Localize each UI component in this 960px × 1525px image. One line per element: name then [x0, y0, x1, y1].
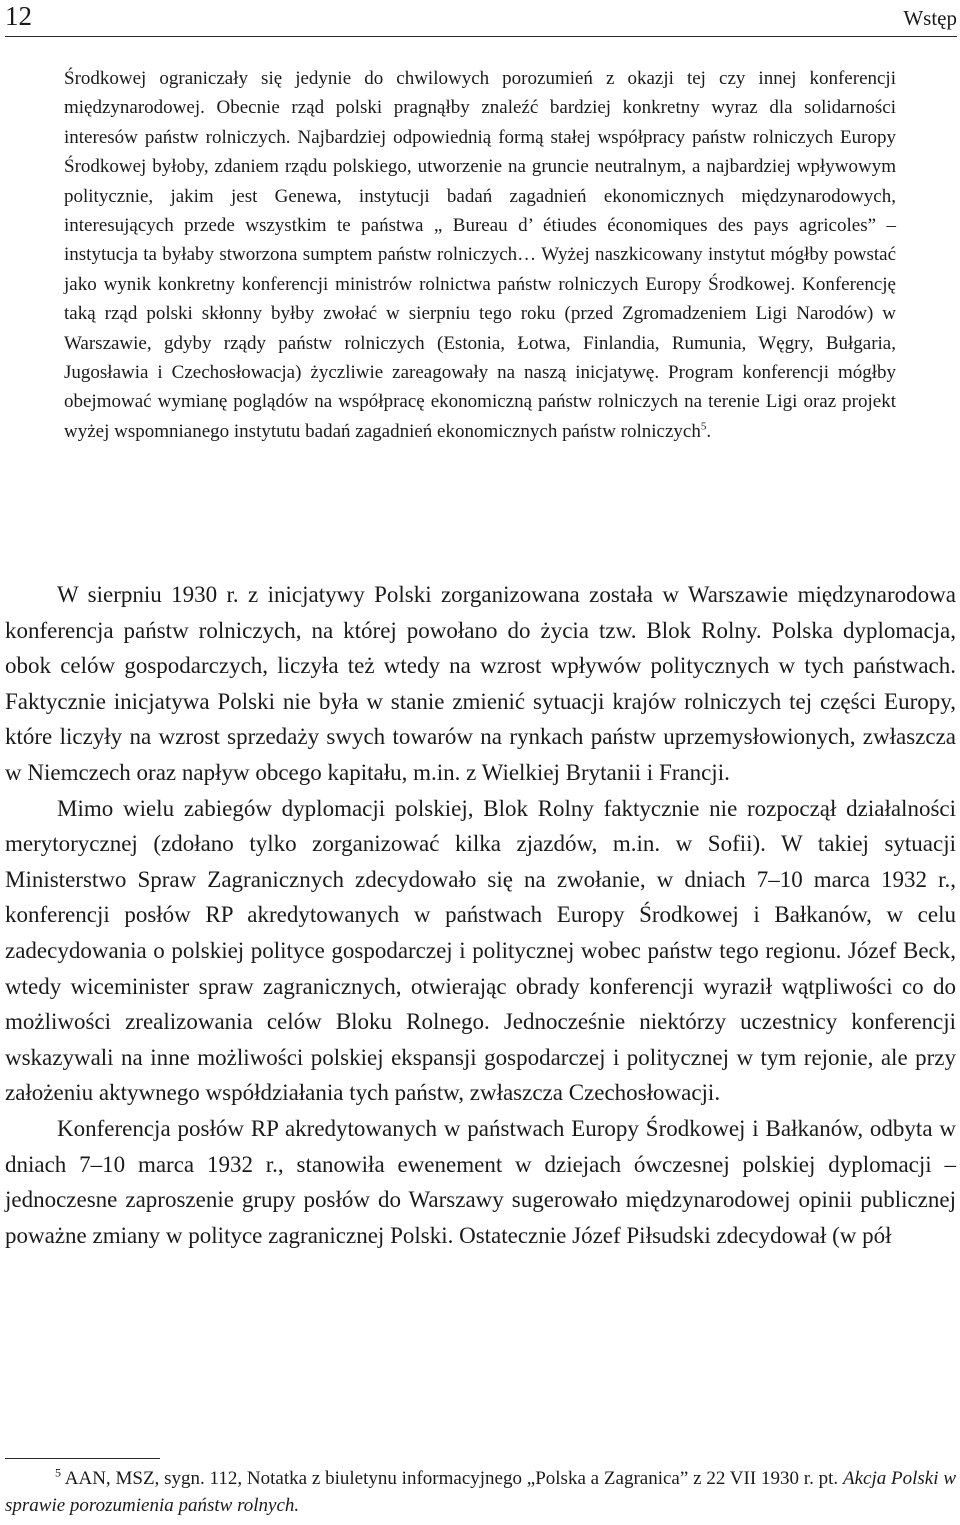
- footnote-number: 5: [55, 1465, 61, 1480]
- footnote-separator: [5, 1458, 160, 1459]
- footnote-title: Akcja Polski w sprawie porozumienia państw rolnych.: [5, 1468, 956, 1516]
- quote-text: Środkowej ograniczały się jedynie do chwilowych porozumień z okazji tej czy innej konferencji międzynarodowej. Obecnie rząd polski pragnąłby znaleźć bardziej konkretny wyraz dla solidarności interesów państw rolniczych. Najbardziej odpowiednią formą stałej współpracy państw rolniczych Europy Środkowej byłoby, zdaniem rządu polskiego, utworzenie na gruncie neutralnym, a najbardziej wpływowym politycznie, jakim jest Genewa, instytucji badań zagadnień ekonomicznych międzynarodowych, interesujących przede wszystkim te państwa „ Bureau d’ étiudes économiques des pays agricoles” – instytucja ta byłaby stworzona sumptem państw rolniczych… Wyżej naszkicowany instytut mógłby powstać jako wynik konkretny konferencji ministrów rolnictwa państw rolniczych Europy Środkowej. Konferencję taką rząd polski skłonny byłby zwołać w sierpniu tego roku (przed Zgromadzeniem Ligi Narodów) w Warszawie, gdyby rządy państw rolniczych (Estonia, Łotwa, Finlandia, Rumunia, Węgry, Bułgaria, Jugosławia i Czechosłowacja) życzliwie zareagowały na naszą inicjatywę. Program konferencji mógłby obejmować wymianę poglądów na współpracę ekonomiczną państw rolniczych na terenie Ligi oraz projekt wyżej wspomnianego instytutu badań zagadnień ekonomicznych państw rolniczych: [64, 68, 896, 442]
- footnote-text: AAN, MSZ, sygn. 112, Notatka z biuletynu informacyjnego „Polska a Zagranica” z 22 VII 1930 r. pt.: [61, 1468, 843, 1489]
- quote-end: .: [706, 420, 712, 442]
- body-paragraph-2: Mimo wielu zabiegów dyplomacji polskiej, Blok Rolny faktycznie nie rozpoczął działalności merytorycznej (zdołano tylko zorganizować kilka zjazdów, m.in. w Sofii). W takiej sytuacji Ministerstwo Spraw Zagranicznych zdecydowało się na zwołanie, w dniach 7–10 marca 1932 r., konferencji posłów RP akredytowanych w państwach Europy Środkowej i Bałkanów, w celu zadecydowania o polskiej polityce gospodarczej i politycznej wobec państw tego regionu. Józef Beck, wtedy wiceminister spraw zagranicznych, otwierając obrady konferencji wyraził wątpliwości co do możliwości zrealizowania celów Bloku Rolnego. Jednocześnie niektórzy uczestnicy konferencji wskazywali na inne możliwości polskiej ekspansji gospodarczej i politycznej w tym rejonie, ale przy założeniu aktywnego współdziałania tych państw, zwłaszcza Czechosłowacji.: [5, 795, 956, 1106]
- block-quote: [64, 64, 896, 446]
- body-paragraph-3: Konferencja posłów RP akredytowanych w państwach Europy Środkowej i Bałkanów, odbyta w dniach 7–10 marca 1932 r., stanowiła ewenement w dziejach ówczesnej polskiej dyplomacji – jednoczesne zaproszenie grupy posłów do Warszawy sugerowało międzynarodowej opinii publicznej poważne zmiany w polityce zagranicznej Polski. Ostatecznie Józef Piłsudski zdecydował (w pół: [5, 1115, 956, 1248]
- footnote-paragraph: [5, 1465, 956, 1519]
- body-text: [5, 577, 956, 1253]
- page-header: [5, 0, 957, 37]
- footnote-reference: 5: [700, 420, 707, 433]
- footnote: [5, 1465, 956, 1519]
- body-paragraph-1: W sierpniu 1930 r. z inicjatywy Polski zorganizowana została w Warszawie międzynarodowa konferencja państw rolniczych, na której powołano do życia tzw. Blok Rolny. Polska dyplomacja, obok celów gospodarczych, liczyła też wtedy na wzrost wpływów politycznych w tych państwach. Faktycznie inicjatywa Polski nie była w stanie zmienić sytuacji krajów rolniczych tej części Europy, które liczyły na wzrost sprzedaży swych towarów na rynkach państw uprzemysłowionych, zwłaszcza w Niemczech oraz napływ obcego kapitału, m.in. z Wielkiej Brytanii i Francji.: [5, 582, 956, 785]
- page-number: 12: [5, 1, 32, 31]
- quote-paragraph: [64, 64, 896, 446]
- running-head: Wstęp: [903, 6, 957, 30]
